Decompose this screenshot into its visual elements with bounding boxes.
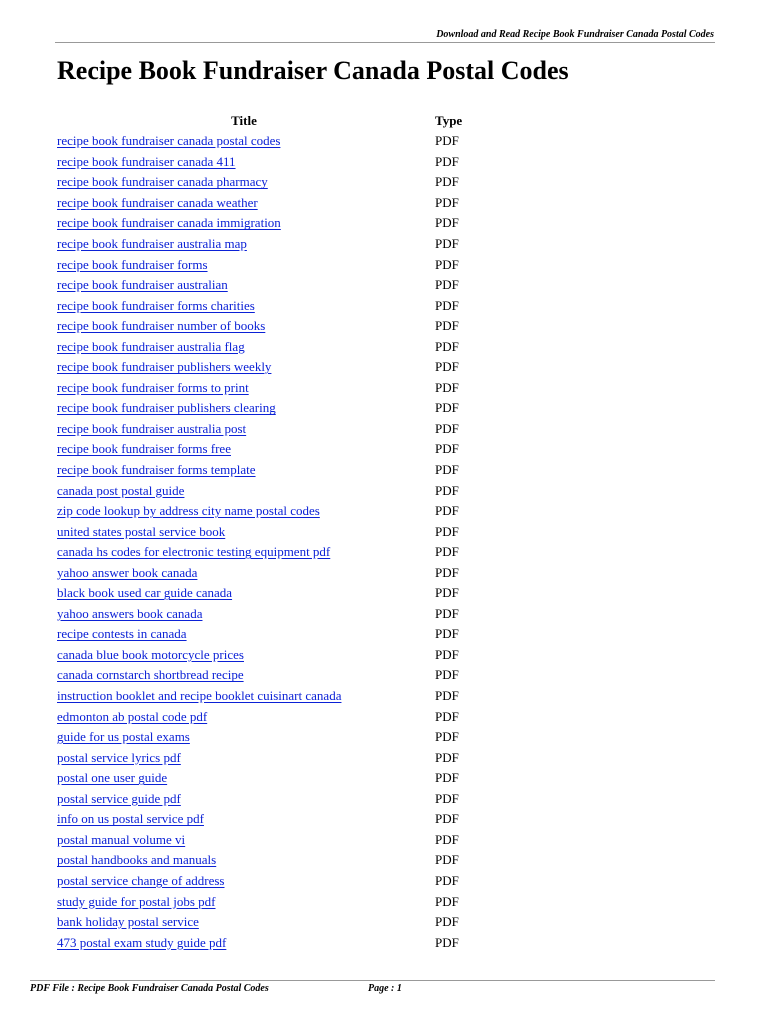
document-link[interactable]: canada post postal guide [57, 482, 185, 498]
document-link[interactable]: recipe book fundraiser forms to print [57, 379, 249, 395]
document-link[interactable]: postal service change of address [57, 872, 225, 888]
document-type: PDF [435, 790, 459, 806]
document-link[interactable]: 473 postal exam study guide pdf [57, 934, 227, 950]
document-type: PDF [435, 544, 459, 560]
table-row [57, 439, 677, 460]
document-link[interactable]: postal manual volume vi [57, 831, 186, 847]
running-header: Download and Read Recipe Book Fundraiser Canada Postal Codes [436, 29, 714, 40]
document-type: PDF [435, 318, 459, 334]
document-type: PDF [435, 441, 459, 457]
document-type: PDF [435, 893, 459, 909]
table-row [57, 460, 677, 481]
document-link[interactable]: bank holiday postal service [57, 914, 199, 930]
document-type: PDF [435, 277, 459, 293]
document-type: PDF [435, 400, 459, 416]
document-link[interactable]: recipe book fundraiser canada weather [57, 194, 258, 210]
table-row [57, 316, 677, 337]
document-link[interactable]: edmonton ab postal code pdf [57, 708, 208, 724]
table-row [57, 747, 677, 768]
document-link[interactable]: recipe contests in canada [57, 626, 187, 642]
document-type: PDF [435, 626, 459, 642]
document-type: PDF [435, 297, 459, 313]
table-row [57, 912, 677, 933]
table-row [57, 706, 677, 727]
table-row [57, 604, 677, 625]
header-divider [55, 42, 715, 43]
document-type: PDF [435, 914, 459, 930]
table-row [57, 624, 677, 645]
document-link[interactable]: guide for us postal exams [57, 729, 190, 745]
document-link[interactable]: recipe book fundraiser publishers weekly [57, 359, 272, 375]
document-link[interactable]: united states postal service book [57, 523, 226, 539]
document-link[interactable]: recipe book fundraiser number of books [57, 318, 266, 334]
document-link[interactable]: recipe book fundraiser australia flag [57, 338, 245, 354]
table-row [57, 152, 677, 173]
table-row [57, 419, 677, 440]
document-link[interactable]: recipe book fundraiser australian [57, 277, 228, 293]
document-table [57, 110, 677, 953]
document-type: PDF [435, 236, 459, 251]
document-link[interactable]: recipe book fundraiser australia post [57, 420, 247, 436]
table-row [57, 665, 677, 686]
table-row [57, 871, 677, 892]
document-link[interactable]: instruction booklet and recipe booklet cuisinart canada [57, 688, 342, 704]
table-row [57, 480, 677, 501]
document-type: PDF [435, 379, 459, 395]
table-row [57, 213, 677, 234]
document-type: PDF [435, 585, 459, 601]
table-row [57, 234, 677, 255]
document-link[interactable]: yahoo answers book canada [57, 605, 203, 621]
footer-divider [30, 980, 715, 981]
document-link[interactable]: recipe book fundraiser canada pharmacy [57, 174, 268, 190]
table-row [57, 542, 677, 563]
document-link[interactable]: recipe book fundraiser forms charities [57, 297, 255, 313]
table-row [57, 521, 677, 542]
document-type: PDF [435, 605, 459, 621]
document-type: PDF [435, 359, 459, 375]
column-header-type: Type [435, 112, 463, 128]
document-type: PDF [435, 646, 459, 662]
document-type: PDF [435, 770, 459, 786]
document-link[interactable]: recipe book fundraiser australia map [57, 236, 247, 251]
table-row [57, 501, 677, 522]
document-link[interactable]: recipe book fundraiser forms template [57, 462, 256, 478]
document-type: PDF [435, 194, 459, 210]
document-type: PDF [435, 482, 459, 498]
table-row [57, 830, 677, 851]
document-link[interactable]: canada cornstarch shortbread recipe [57, 667, 244, 683]
document-type: PDF [435, 462, 459, 478]
document-type: PDF [435, 708, 459, 724]
table-row [57, 583, 677, 604]
document-type: PDF [435, 174, 459, 190]
document-type: PDF [435, 749, 459, 765]
table-row [57, 357, 677, 378]
document-link[interactable]: postal service guide pdf [57, 790, 181, 806]
document-type: PDF [435, 133, 459, 149]
table-header [57, 110, 677, 131]
table-row [57, 254, 677, 275]
document-type: PDF [435, 688, 459, 704]
document-link[interactable]: canada hs codes for electronic testing equipment pdf [57, 544, 331, 560]
document-link[interactable]: postal one user guide [57, 770, 168, 786]
footer-file-label: PDF File : Recipe Book Fundraiser Canada Postal Codes [30, 983, 269, 994]
document-link[interactable]: info on us postal service pdf [57, 811, 204, 827]
table-row [57, 193, 677, 214]
document-link[interactable]: recipe book fundraiser publishers clearing [57, 400, 276, 416]
table-row [57, 809, 677, 830]
page-title: Recipe Book Fundraiser Canada Postal Codes [57, 56, 569, 85]
document-type: PDF [435, 338, 459, 354]
document-type: PDF [435, 831, 459, 847]
document-type: PDF [435, 852, 459, 868]
table-row [57, 789, 677, 810]
document-type: PDF [435, 811, 459, 827]
table-body [57, 131, 677, 953]
document-link[interactable]: recipe book fundraiser forms free [57, 441, 231, 457]
document-link[interactable]: zip code lookup by address city name postal codes [57, 503, 320, 519]
document-link[interactable]: canada blue book motorcycle prices [57, 646, 244, 662]
table-row [57, 131, 677, 152]
table-row [57, 275, 677, 296]
document-type: PDF [435, 256, 459, 272]
table-row [57, 768, 677, 789]
document-link[interactable]: yahoo answer book canada [57, 564, 198, 580]
document-type: PDF [435, 872, 459, 888]
footer-page-label: Page : 1 [368, 983, 402, 994]
document-link[interactable]: postal service lyrics pdf [57, 749, 181, 765]
document-link[interactable]: black book used car guide canada [57, 585, 233, 601]
table-row [57, 398, 677, 419]
document-link[interactable]: postal handbooks and manuals [57, 852, 217, 868]
document-link[interactable]: recipe book fundraiser canada postal codes [57, 133, 281, 149]
document-link[interactable]: recipe book fundraiser canada immigration [57, 215, 281, 231]
table-row [57, 891, 677, 912]
table-row [57, 172, 677, 193]
document-type: PDF [435, 667, 459, 683]
table-row [57, 295, 677, 316]
table-row [57, 932, 677, 953]
table-row [57, 686, 677, 707]
table-row [57, 378, 677, 399]
table-row [57, 645, 677, 666]
document-type: PDF [435, 420, 459, 436]
document-link[interactable]: recipe book fundraiser forms [57, 256, 208, 272]
document-type: PDF [435, 503, 459, 519]
table-row [57, 850, 677, 871]
table-row [57, 562, 677, 583]
document-type: PDF [435, 153, 459, 169]
document-type: PDF [435, 729, 459, 745]
document-link[interactable]: study guide for postal jobs pdf [57, 893, 216, 909]
column-header-title: Title [231, 112, 257, 128]
document-type: PDF [435, 564, 459, 580]
document-type: PDF [435, 523, 459, 539]
table-row [57, 336, 677, 357]
document-type: PDF [435, 215, 459, 231]
document-type: PDF [435, 934, 459, 950]
document-link[interactable]: recipe book fundraiser canada 411 [57, 153, 236, 169]
table-row [57, 727, 677, 748]
